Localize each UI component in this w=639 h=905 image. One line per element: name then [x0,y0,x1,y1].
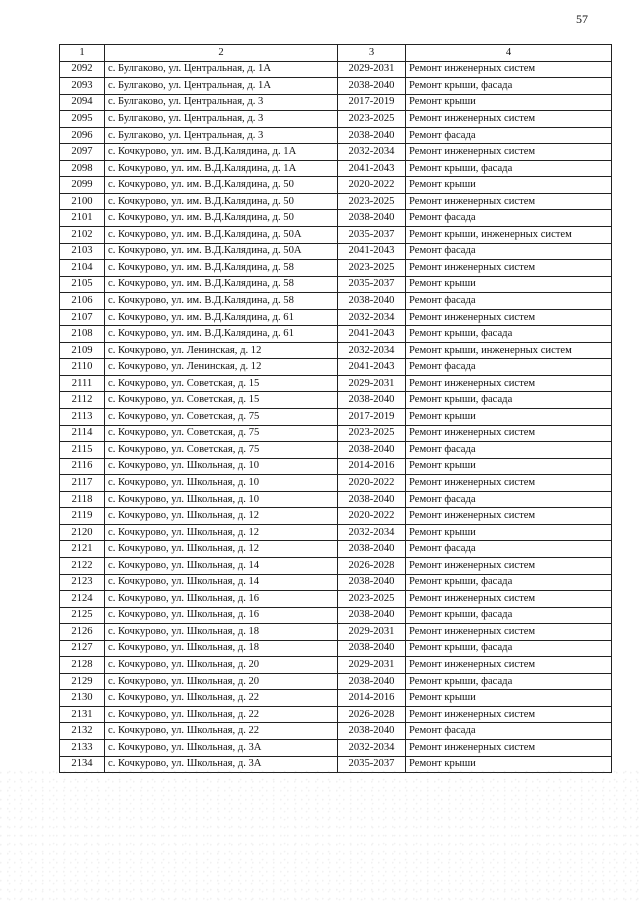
table-row [60,160,612,177]
table-row [60,690,612,707]
cell-period: 2038-2040 [338,392,406,409]
cell-work-type: Ремонт крыши [406,409,612,426]
cell-period: 2029-2031 [338,657,406,674]
table-row [60,193,612,210]
cell-address: с. Кочкурово, ул. Советская, д. 75 [105,425,338,442]
cell-period: 2032-2034 [338,524,406,541]
cell-address: с. Кочкурово, ул. Школьная, д. 14 [105,574,338,591]
cell-work-type: Ремонт фасада [406,243,612,260]
cell-work-type: Ремонт инженерных систем [406,591,612,608]
cell-work-type: Ремонт фасада [406,541,612,558]
cell-work-type: Ремонт инженерных систем [406,475,612,492]
cell-row-number: 2095 [60,111,105,128]
cell-period: 2035-2037 [338,756,406,773]
cell-row-number: 2131 [60,706,105,723]
cell-row-number: 2121 [60,541,105,558]
cell-work-type: Ремонт инженерных систем [406,706,612,723]
cell-row-number: 2100 [60,193,105,210]
cell-row-number: 2107 [60,309,105,326]
table-row [60,94,612,111]
cell-row-number: 2092 [60,61,105,78]
cell-row-number: 2126 [60,624,105,641]
cell-address: с. Кочкурово, ул. им. В.Д.Калядина, д. 1А [105,144,338,161]
cell-address: с. Кочкурово, ул. Школьная, д. 10 [105,475,338,492]
table-row [60,591,612,608]
cell-period: 2014-2016 [338,458,406,475]
cell-period: 2032-2034 [338,309,406,326]
cell-period: 2032-2034 [338,739,406,756]
table-row [60,673,612,690]
cell-row-number: 2133 [60,739,105,756]
cell-period: 2023-2025 [338,591,406,608]
cell-work-type: Ремонт инженерных систем [406,739,612,756]
cell-work-type: Ремонт инженерных систем [406,557,612,574]
cell-address: с. Булгаково, ул. Центральная, д. 3 [105,127,338,144]
cell-work-type: Ремонт крыши [406,177,612,194]
cell-address: с. Кочкурово, ул. Школьная, д. 14 [105,557,338,574]
cell-row-number: 2132 [60,723,105,740]
cell-work-type: Ремонт крыши [406,524,612,541]
cell-address: с. Булгаково, ул. Центральная, д. 1А [105,61,338,78]
table-row [60,144,612,161]
page-number: 57 [576,12,588,26]
cell-row-number: 2120 [60,524,105,541]
cell-row-number: 2106 [60,293,105,310]
cell-address: с. Кочкурово, ул. Школьная, д. 10 [105,491,338,508]
cell-period: 2035-2037 [338,276,406,293]
cell-work-type: Ремонт крыши, фасада [406,607,612,624]
cell-address: с. Кочкурово, ул. Школьная, д. 16 [105,591,338,608]
cell-period: 2041-2043 [338,359,406,376]
scan-noise [0,770,639,905]
cell-address: с. Кочкурово, ул. Школьная, д. 22 [105,690,338,707]
cell-row-number: 2112 [60,392,105,409]
cell-period: 2038-2040 [338,442,406,459]
table-row [60,425,612,442]
table-row [60,392,612,409]
cell-work-type: Ремонт крыши, фасада [406,392,612,409]
cell-address: с. Кочкурово, ул. Школьная, д. 22 [105,706,338,723]
cell-address: с. Кочкурово, ул. Советская, д. 75 [105,442,338,459]
cell-work-type: Ремонт фасада [406,359,612,376]
cell-row-number: 2115 [60,442,105,459]
cell-address: с. Кочкурово, ул. Ленинская, д. 12 [105,359,338,376]
cell-address: с. Кочкурово, ул. Школьная, д. 22 [105,723,338,740]
cell-period: 2038-2040 [338,127,406,144]
cell-row-number: 2111 [60,375,105,392]
cell-period: 2029-2031 [338,375,406,392]
table-row [60,607,612,624]
table-row [60,276,612,293]
cell-period: 2026-2028 [338,706,406,723]
table-row [60,475,612,492]
repair-schedule-table [59,44,612,773]
cell-work-type: Ремонт инженерных систем [406,61,612,78]
cell-row-number: 2129 [60,673,105,690]
cell-work-type: Ремонт инженерных систем [406,193,612,210]
cell-address: с. Кочкурово, ул. Школьная, д. 20 [105,657,338,674]
cell-work-type: Ремонт крыши, фасада [406,78,612,95]
cell-period: 2014-2016 [338,690,406,707]
column-header-work-type: 4 [406,45,612,62]
cell-address: с. Кочкурово, ул. Школьная, д. 12 [105,524,338,541]
cell-work-type: Ремонт крыши, фасада [406,160,612,177]
cell-address: с. Булгаково, ул. Центральная, д. 3 [105,94,338,111]
table-row [60,541,612,558]
table-row [60,624,612,641]
cell-row-number: 2096 [60,127,105,144]
column-header-address: 2 [105,45,338,62]
cell-period: 2017-2019 [338,94,406,111]
cell-work-type: Ремонт инженерных систем [406,624,612,641]
table-row [60,260,612,277]
cell-period: 2041-2043 [338,243,406,260]
repair-schedule-table-container [59,44,612,773]
table-row [60,739,612,756]
cell-row-number: 2124 [60,591,105,608]
cell-address: с. Кочкурово, ул. Школьная, д. 12 [105,508,338,525]
cell-address: с. Кочкурово, ул. им. В.Д.Калядина, д. 61 [105,309,338,326]
table-row [60,706,612,723]
cell-work-type: Ремонт фасада [406,127,612,144]
cell-work-type: Ремонт инженерных систем [406,657,612,674]
cell-work-type: Ремонт инженерных систем [406,144,612,161]
cell-period: 2029-2031 [338,61,406,78]
table-row [60,756,612,773]
cell-work-type: Ремонт крыши, фасада [406,673,612,690]
cell-row-number: 2093 [60,78,105,95]
table-row [60,574,612,591]
cell-row-number: 2116 [60,458,105,475]
cell-address: с. Кочкурово, ул. им. В.Д.Калядина, д. 50 [105,210,338,227]
cell-period: 2023-2025 [338,425,406,442]
table-row [60,111,612,128]
table-row [60,342,612,359]
cell-address: с. Кочкурово, ул. им. В.Д.Калядина, д. 50А [105,243,338,260]
cell-row-number: 2109 [60,342,105,359]
cell-period: 2023-2025 [338,193,406,210]
cell-period: 2020-2022 [338,475,406,492]
table-row [60,508,612,525]
cell-row-number: 2105 [60,276,105,293]
cell-work-type: Ремонт инженерных систем [406,309,612,326]
cell-row-number: 2113 [60,409,105,426]
cell-row-number: 2094 [60,94,105,111]
cell-work-type: Ремонт крыши [406,690,612,707]
cell-work-type: Ремонт фасада [406,723,612,740]
table-row [60,177,612,194]
cell-work-type: Ремонт крыши [406,756,612,773]
cell-address: с. Кочкурово, ул. Школьная, д. 3А [105,756,338,773]
cell-period: 2041-2043 [338,160,406,177]
cell-period: 2035-2037 [338,227,406,244]
table-row [60,524,612,541]
cell-work-type: Ремонт инженерных систем [406,425,612,442]
cell-period: 2020-2022 [338,508,406,525]
cell-period: 2023-2025 [338,260,406,277]
cell-work-type: Ремонт фасада [406,491,612,508]
cell-address: с. Кочкурово, ул. им. В.Д.Калядина, д. 50А [105,227,338,244]
cell-row-number: 2117 [60,475,105,492]
cell-period: 2023-2025 [338,111,406,128]
table-body [60,61,612,773]
cell-period: 2038-2040 [338,673,406,690]
table-row [60,243,612,260]
cell-work-type: Ремонт крыши, фасада [406,640,612,657]
cell-row-number: 2110 [60,359,105,376]
table-row [60,61,612,78]
cell-period: 2038-2040 [338,723,406,740]
cell-address: с. Кочкурово, ул. им. В.Д.Калядина, д. 61 [105,326,338,343]
cell-address: с. Кочкурово, ул. им. В.Д.Калядина, д. 58 [105,293,338,310]
cell-address: с. Кочкурово, ул. им. В.Д.Калядина, д. 50 [105,193,338,210]
cell-address: с. Кочкурово, ул. им. В.Д.Калядина, д. 58 [105,260,338,277]
cell-period: 2038-2040 [338,640,406,657]
table-row [60,557,612,574]
cell-address: с. Булгаково, ул. Центральная, д. 1А [105,78,338,95]
table-header-row [60,45,612,62]
table-row [60,227,612,244]
table-row [60,442,612,459]
cell-period: 2038-2040 [338,491,406,508]
cell-row-number: 2114 [60,425,105,442]
cell-period: 2038-2040 [338,210,406,227]
column-header-number: 1 [60,45,105,62]
cell-period: 2038-2040 [338,78,406,95]
cell-period: 2026-2028 [338,557,406,574]
table-row [60,78,612,95]
cell-row-number: 2099 [60,177,105,194]
table-row [60,359,612,376]
cell-work-type: Ремонт фасада [406,293,612,310]
cell-row-number: 2123 [60,574,105,591]
cell-work-type: Ремонт крыши, фасада [406,326,612,343]
cell-address: с. Кочкурово, ул. Советская, д. 75 [105,409,338,426]
cell-work-type: Ремонт крыши [406,94,612,111]
cell-row-number: 2098 [60,160,105,177]
cell-period: 2020-2022 [338,177,406,194]
cell-row-number: 2104 [60,260,105,277]
cell-address: с. Кочкурово, ул. Школьная, д. 12 [105,541,338,558]
cell-row-number: 2119 [60,508,105,525]
cell-period: 2038-2040 [338,541,406,558]
cell-row-number: 2097 [60,144,105,161]
cell-work-type: Ремонт крыши [406,458,612,475]
cell-work-type: Ремонт инженерных систем [406,111,612,128]
cell-address: с. Кочкурово, ул. им. В.Д.Калядина, д. 50 [105,177,338,194]
table-row [60,409,612,426]
cell-row-number: 2102 [60,227,105,244]
cell-work-type: Ремонт инженерных систем [406,375,612,392]
column-header-period: 3 [338,45,406,62]
cell-period: 2038-2040 [338,607,406,624]
cell-address: с. Кочкурово, ул. Ленинская, д. 12 [105,342,338,359]
cell-row-number: 2134 [60,756,105,773]
table-row [60,657,612,674]
cell-row-number: 2103 [60,243,105,260]
cell-address: с. Кочкурово, ул. Школьная, д. 16 [105,607,338,624]
cell-row-number: 2130 [60,690,105,707]
cell-work-type: Ремонт крыши, фасада [406,574,612,591]
table-row [60,640,612,657]
cell-period: 2038-2040 [338,574,406,591]
cell-work-type: Ремонт инженерных систем [406,508,612,525]
table-row [60,491,612,508]
table-row [60,458,612,475]
cell-address: с. Кочкурово, ул. Школьная, д. 20 [105,673,338,690]
cell-row-number: 2125 [60,607,105,624]
table-row [60,375,612,392]
table-row [60,210,612,227]
cell-work-type: Ремонт инженерных систем [406,260,612,277]
cell-address: с. Кочкурово, ул. им. В.Д.Калядина, д. 58 [105,276,338,293]
cell-row-number: 2127 [60,640,105,657]
cell-work-type: Ремонт крыши [406,276,612,293]
cell-work-type: Ремонт крыши, инженерных систем [406,227,612,244]
table-row [60,309,612,326]
table-row [60,723,612,740]
cell-period: 2029-2031 [338,624,406,641]
cell-row-number: 2122 [60,557,105,574]
cell-address: с. Кочкурово, ул. им. В.Д.Калядина, д. 1А [105,160,338,177]
cell-address: с. Кочкурово, ул. Школьная, д. 10 [105,458,338,475]
cell-period: 2032-2034 [338,144,406,161]
cell-work-type: Ремонт крыши, инженерных систем [406,342,612,359]
cell-period: 2041-2043 [338,326,406,343]
cell-work-type: Ремонт фасада [406,442,612,459]
table-row [60,127,612,144]
cell-row-number: 2101 [60,210,105,227]
cell-period: 2017-2019 [338,409,406,426]
cell-work-type: Ремонт фасада [406,210,612,227]
cell-period: 2032-2034 [338,342,406,359]
table-row [60,326,612,343]
cell-address: с. Кочкурово, ул. Школьная, д. 3А [105,739,338,756]
cell-address: с. Кочкурово, ул. Советская, д. 15 [105,375,338,392]
cell-address: с. Кочкурово, ул. Советская, д. 15 [105,392,338,409]
cell-row-number: 2118 [60,491,105,508]
cell-row-number: 2108 [60,326,105,343]
cell-address: с. Булгаково, ул. Центральная, д. 3 [105,111,338,128]
cell-address: с. Кочкурово, ул. Школьная, д. 18 [105,640,338,657]
cell-period: 2038-2040 [338,293,406,310]
table-row [60,293,612,310]
cell-row-number: 2128 [60,657,105,674]
cell-address: с. Кочкурово, ул. Школьная, д. 18 [105,624,338,641]
